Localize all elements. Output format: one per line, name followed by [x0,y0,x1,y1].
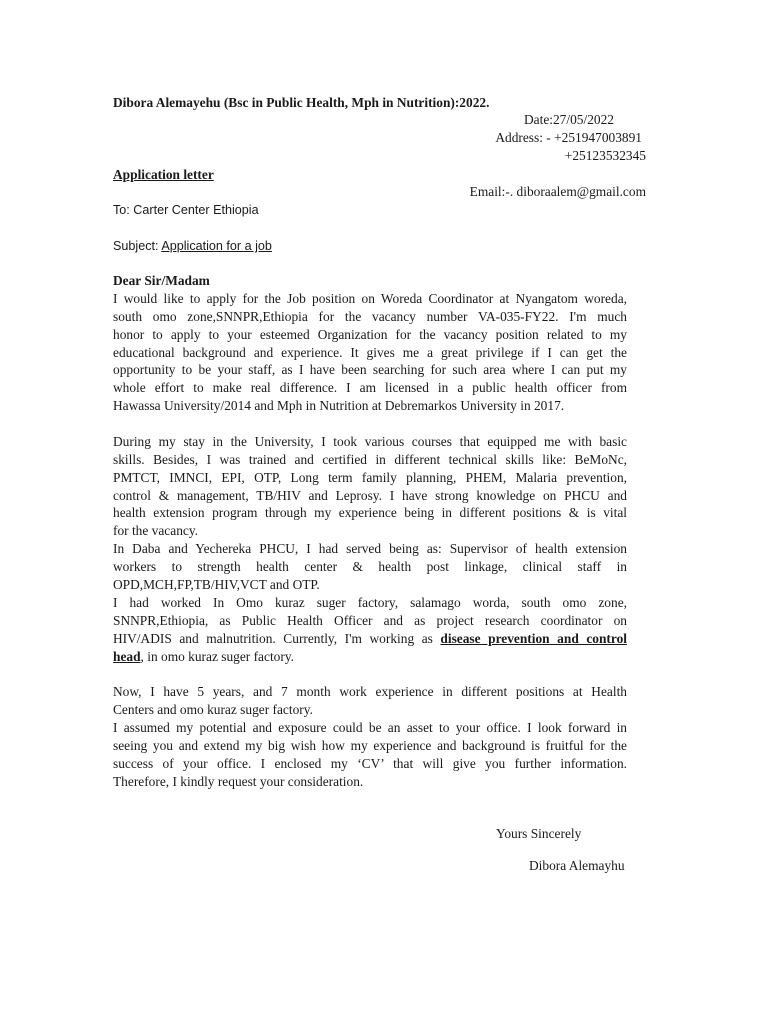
text-line: success of your office. I enclosed my ‘CV’ that will give you further information. [113,755,627,771]
text-line: Therefore, I kindly request your consideration. [113,773,364,789]
paragraph-education [113,433,627,540]
current-role-highlight: disease prevention and control [440,630,627,646]
text-line: health extension program through my experience being in different positions & is vital [113,505,627,521]
text-line: Centers and omo kuraz suger factory. [113,701,313,717]
letter-title: Application letter [113,167,214,182]
text-line [113,648,627,666]
recipient-line: To: Carter Center Ethiopia [113,203,259,217]
paragraph-phcu-experience [113,540,627,594]
address-phone-2: +25123532345 [564,148,646,163]
subject-label: Subject: [113,239,162,253]
valediction: Yours Sincerely [496,826,582,841]
text-line: PMTCT, IMNCI, EPI, OTP, Long term family planning, PHEM, Malaria prevention, [113,469,627,485]
signature-name: Dibora Alemayhu [529,858,625,873]
text-line: I would like to apply for the Job position on Woreda Coordinator at Nyangatom woreda, [113,291,627,306]
text-line: I assumed my potential and exposure could be an asset to your office. I look forward in [113,720,627,735]
text-line: Now, I have 5 years, and 7 month work experience in different positions at Health [113,684,627,699]
text-line: OPD,MCH,FP,TB/HIV,VCT and OTP. [113,576,320,592]
text-line: south omo zone,SNNPR,Ethiopia for the vacancy number VA-035-FY22. I'm much [113,308,627,324]
paragraph-intro [113,290,627,415]
letter-date: Date:27/05/2022 [523,112,614,127]
text-line: honor to apply to your esteemed Organization for the vacancy position related to my [113,326,627,342]
text-line: control & management, TB/HIV and Leprosy. I have strong knowledge on PHCU and [113,487,627,503]
current-role-highlight-cont: head [113,648,141,664]
current-role-place: , in omo kuraz suger factory. [140,648,294,664]
email-line: Email:-. diboraalem@gmail.com [469,184,646,199]
paragraph-conclusion [113,719,627,790]
paragraph-years-experience [113,683,627,719]
subject-text: Application for a job [161,239,272,253]
text-line: whole effort to make real difference. I am licensed in a public health officer from [113,380,627,396]
text-line: During my stay in the University, I took various courses that equipped me with basic [113,434,627,449]
text-line: I had worked In Omo kuraz suger factory, salamago worda, south omo zone, [113,595,627,610]
text-line: educational background and experience. It gives me a great privilege if I can get the [113,344,627,360]
text-line: workers to strength health center & health post linkage, clinical staff in [113,558,627,574]
text-line: for the vacancy. [113,523,199,539]
text-line: opportunity to be your staff, as I have been searching for such area where I can put my [113,362,627,378]
paragraph-factory-experience [113,594,627,665]
text-line: skills. Besides, I was trained and certified in different technical skills like: BeMoNc, [113,451,627,467]
text-line: Hawassa University/2014 and Mph in Nutrition at Debremarkos University in 2017. [113,398,565,414]
subject-line [113,237,272,255]
text-line: SNNPR,Ethiopia, as Public Health Officer and as project research coordinator on [113,612,627,628]
text-line: seeing you and extend my big wish how my experience and background is fruitful for the [113,737,627,753]
address-phone-1: Address: - +251947003891 [495,130,642,145]
current-role-text: HIV/ADIS and malnutrition. Currently, I'm working as [113,630,441,646]
salutation: Dear Sir/Madam [113,273,210,288]
text-line [113,630,627,648]
text-line: In Daba and Yechereka PHCU, I had served being as: Supervisor of health extension [113,541,627,556]
applicant-name-heading: Dibora Alemayehu (Bsc in Public Health, Mph in Nutrition):2022. [113,95,490,110]
